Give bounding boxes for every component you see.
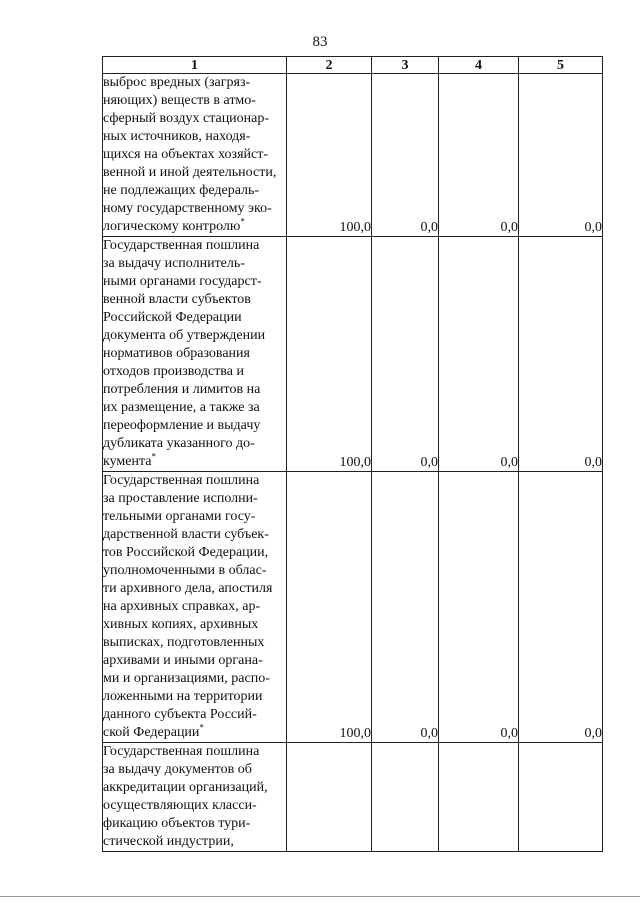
value-cell: 0,0 bbox=[439, 472, 519, 743]
description-line: дубликата указанного до- bbox=[103, 436, 255, 451]
description-line-wrap bbox=[103, 453, 286, 471]
description-line: ской Федерации bbox=[103, 725, 200, 740]
description-line: стической индустрии, bbox=[103, 834, 234, 849]
description-line: за выдачу исполнитель- bbox=[103, 256, 245, 271]
description-line: осуществляющих класси- bbox=[103, 798, 257, 813]
description-line: логическому контролю bbox=[103, 219, 241, 234]
description-line: кумента bbox=[103, 454, 152, 469]
description-line: потребления и лимитов на bbox=[103, 382, 261, 397]
description-line: отходов производства и bbox=[103, 364, 244, 379]
description-line: Государственная пошлина bbox=[103, 744, 260, 759]
description-line: ложенными на территории bbox=[103, 689, 263, 704]
description-line: ных источников, находя- bbox=[103, 129, 251, 144]
column-header: 5 bbox=[519, 57, 603, 74]
description-line: уполномоченными в облас- bbox=[103, 563, 267, 578]
value-cell: 0,0 bbox=[439, 74, 519, 237]
table-row bbox=[103, 743, 603, 852]
description-line: Государственная пошлина bbox=[103, 473, 260, 488]
description-line: сферный воздух стационар- bbox=[103, 111, 270, 126]
column-header: 3 bbox=[372, 57, 439, 74]
description-line: ти архивного дела, апостиля bbox=[103, 581, 273, 596]
row-description bbox=[103, 472, 287, 743]
footnote-mark: * bbox=[151, 451, 156, 462]
description-line: няющих) веществ в атмо- bbox=[103, 93, 256, 108]
description-line-wrap bbox=[103, 218, 286, 236]
footnote-mark: * bbox=[240, 216, 245, 227]
value-cell: 100,0 bbox=[287, 472, 372, 743]
description-line-wrap bbox=[103, 724, 286, 742]
description-line: венной власти субъектов bbox=[103, 292, 251, 307]
header-row bbox=[103, 57, 603, 74]
description-line: Государственная пошлина bbox=[103, 238, 260, 253]
value-cell: 0,0 bbox=[519, 237, 603, 472]
description-line: хивных копиях, архивных bbox=[103, 617, 259, 632]
value-cell: 0,0 bbox=[439, 237, 519, 472]
description-line: венной и иной деятельности, bbox=[103, 165, 277, 180]
description-line: ми и организациями, распо- bbox=[103, 671, 270, 686]
description-line: выписках, подготовленных bbox=[103, 635, 265, 650]
column-header: 4 bbox=[439, 57, 519, 74]
value-cell: 0,0 bbox=[519, 74, 603, 237]
value-cell bbox=[519, 743, 603, 852]
value-cell: 0,0 bbox=[372, 237, 439, 472]
table-row bbox=[103, 472, 603, 743]
description-line: за проставление исполни- bbox=[103, 491, 258, 506]
description-line: за выдачу документов об bbox=[103, 762, 252, 777]
row-description bbox=[103, 237, 287, 472]
description-line: на архивных справках, ар- bbox=[103, 599, 261, 614]
description-line: дарственной власти субъек- bbox=[103, 527, 269, 542]
row-description bbox=[103, 74, 287, 237]
value-cell: 0,0 bbox=[372, 472, 439, 743]
description-line: тельными органами госу- bbox=[103, 509, 256, 524]
value-cell bbox=[372, 743, 439, 852]
description-line: документа об утверждении bbox=[103, 328, 266, 343]
value-cell: 0,0 bbox=[372, 74, 439, 237]
description-line: архивами и иными органа- bbox=[103, 653, 263, 668]
table-row bbox=[103, 74, 603, 237]
value-cell: 100,0 bbox=[287, 237, 372, 472]
description-line: переоформление и выдачу bbox=[103, 418, 261, 433]
description-line: выброс вредных (загряз- bbox=[103, 75, 251, 90]
page-number: 83 bbox=[312, 34, 328, 50]
column-header: 2 bbox=[287, 57, 372, 74]
budget-table bbox=[102, 56, 603, 852]
description-line: щихся на объектах хозяйст- bbox=[103, 147, 268, 162]
description-line: ными органами государст- bbox=[103, 274, 262, 289]
value-cell: 100,0 bbox=[287, 74, 372, 237]
description-line: тов Российской Федерации, bbox=[103, 545, 269, 560]
column-header: 1 bbox=[103, 57, 287, 74]
description-line: Российской Федерации bbox=[103, 310, 242, 325]
value-cell: 0,0 bbox=[519, 472, 603, 743]
row-description bbox=[103, 743, 287, 852]
table-row bbox=[103, 237, 603, 472]
description-line: фикацию объектов тури- bbox=[103, 816, 251, 831]
description-line: аккредитации организаций, bbox=[103, 780, 268, 795]
page-bottom-divider bbox=[0, 896, 640, 897]
description-line: данного субъекта Россий- bbox=[103, 707, 257, 722]
description-line: не подлежащих федераль- bbox=[103, 183, 260, 198]
value-cell bbox=[439, 743, 519, 852]
description-line: их размещение, а также за bbox=[103, 400, 260, 415]
value-cell bbox=[287, 743, 372, 852]
description-line: нормативов образования bbox=[103, 346, 250, 361]
footnote-mark: * bbox=[199, 722, 204, 733]
description-line: ному государственному эко- bbox=[103, 201, 272, 216]
